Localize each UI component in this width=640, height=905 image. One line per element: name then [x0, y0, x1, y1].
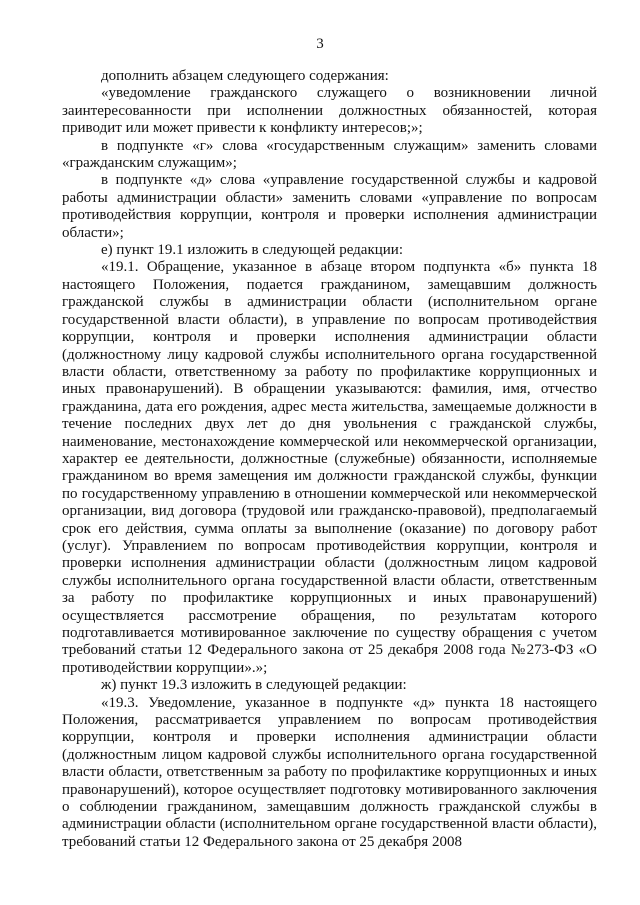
paragraph: «уведомление гражданского служащего о возникновении личной заинтересованности при исполнении должностных обязанностей, которая приводит или может привести к конфликту интересов;»;: [62, 85, 597, 137]
paragraph: е) пункт 19.1 изложить в следующей редакции:: [101, 242, 403, 259]
page-number: 3: [316, 36, 324, 52]
document-body: [62, 68, 597, 851]
paragraph: «19.3. Уведомление, указанное в подпункте «д» пункта 18 настоящего Положения, рассматривается управлением по вопросам противодействия коррупции, контроля и проверки исполнения администрации области (должностным лицом кадровой службы исполнительного органа государственной власти области, ответственным за работу по профилактике коррупционных и иных правонарушений), которое осуществляет подготовку мотивированного заключения о соблюдении гражданином, замещавшим должность гражданской службы в администрации области (исполнительном органе государственной власти области), требований статьи 12 Федерального закона от 25 декабря 2008: [62, 694, 597, 850]
paragraph: дополнить абзацем следующего содержания:: [101, 68, 389, 84]
paragraph: в подпункте «г» слова «государственным служащим» заменить словами «гражданским служащим»;: [62, 137, 597, 172]
paragraph: «19.1. Обращение, указанное в абзаце втором подпункта «б» пункта 18 настоящего Положения, подается гражданином, замещавшим должность гражданской службы в администрации области (исполнительном органе государственной власти области), в управление по вопросам противодействия коррупции, контроля и проверки исполнения администрации области (должностному лицу кадровой службы исполнительного органа государственной власти области, ответственному за работу по профилактике коррупционных и иных правонарушений). В обращении указываются: фамилия, имя, отчество гражданина, дата его рождения, адрес места жительства, замещаемые должности в течение последних двух лет до дня увольнения с гражданской службы, наименование, местонахождение коммерческой или некоммерческой организации, характер ее деятельности, должностные (служебные) обязанности, исполняемые гражданином во время замещения им должности гражданской службы, функции по государственному управлению в отношении коммерческой или некоммерческой организации, вид договора (трудовой или гражданско-правовой), предполагаемый срок его действия, сумма оплаты за выполнение (оказание) по договору работ (услуг). Управлением по вопросам противодействия коррупции, контроля и проверки исполнения администрации области (должностным лицом кадровой службы исполнительного органа государственной власти области, ответственным за работу по профилактике коррупционных и иных правонарушений) осуществляется рассмотрение обращения, по результатам которого подготавливается мотивированное заключение по существу обращения с учетом требований статьи 12 Федерального закона от 25 декабря 2008 года №273-ФЗ «О противодействии коррупции».»;: [62, 259, 597, 676]
paragraph: в подпункте «д» слова «управление государственной службы и кадровой работы администрации области» заменить словами «управление по вопросам противодействия коррупции, контроля и проверки исполнения администрации области»;: [62, 172, 597, 241]
paragraph: ж) пункт 19.3 изложить в следующей редакции:: [101, 677, 407, 694]
